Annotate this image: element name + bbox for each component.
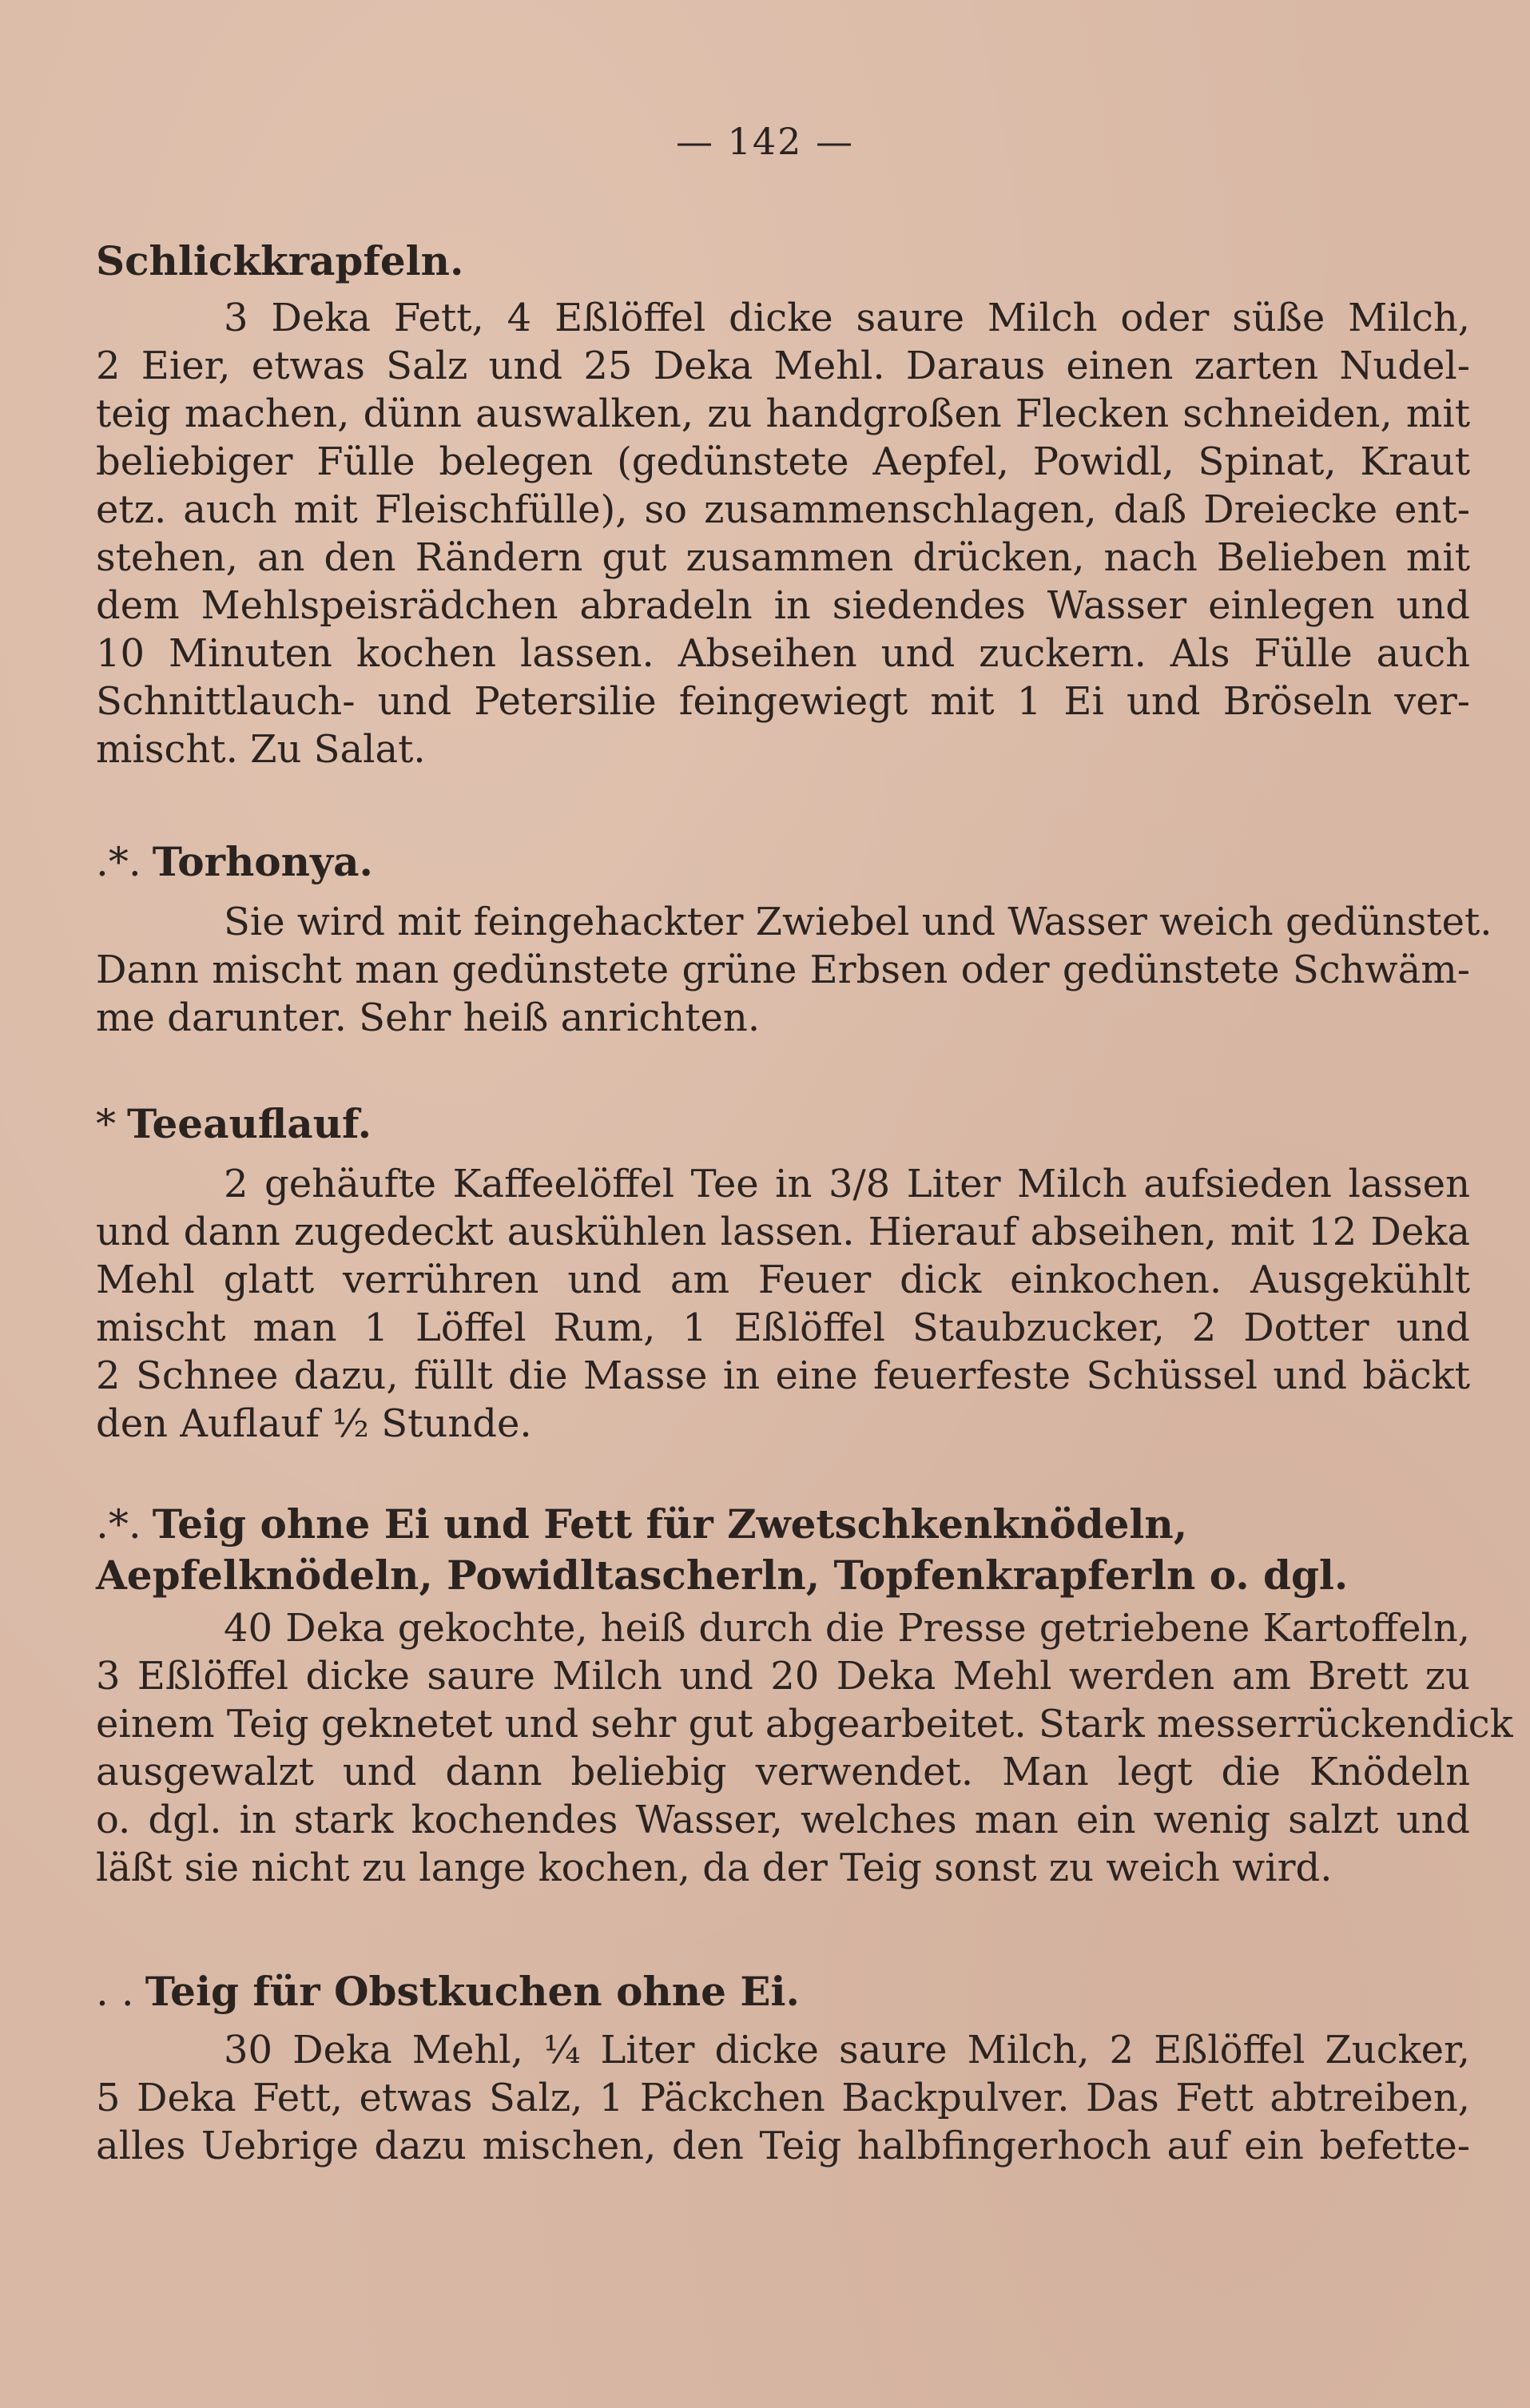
section-marker: .*.: [96, 839, 141, 885]
text-line: einem Teig geknetet und sehr gut abgearbeitet. Stark messerrückendick: [96, 1702, 1513, 1746]
recipe-body: [96, 294, 1470, 773]
text-line: me darunter. Sehr heiß anrichten.: [96, 995, 761, 1040]
section-marker: *: [96, 1101, 116, 1147]
text-line: 3 Deka Fett, 4 Eßlöffel dicke saure Milch oder süße Milch,: [224, 296, 1470, 340]
text-line: ausgewalzt und dann beliebig verwendet. Man legt die Knödeln: [96, 1750, 1470, 1794]
text-line: Dann mischt man gedünstete grüne Erbsen oder gedünstete Schwäm-: [96, 948, 1470, 992]
recipe-schlickkrapfeln: [96, 238, 1470, 773]
section-marker: . .: [96, 1969, 134, 2015]
text-line: Schnittlauch- und Petersilie feingewiegt mit 1 Ei und Bröseln ver-: [96, 679, 1470, 724]
text-line: teig machen, dünn auswalken, zu handgroßen Flecken schneiden, mit: [96, 391, 1470, 436]
text-line: 2 Schnee dazu, füllt die Masse in eine feuerfeste Schüssel und bäckt: [96, 1353, 1470, 1398]
text-line: etz. auch mit Fleischfülle), so zusammenschlagen, daß Dreiecke ent-: [96, 487, 1470, 532]
text-line: beliebiger Fülle belegen (gedünstete Aepfel, Powidl, Spinat, Kraut: [96, 439, 1470, 484]
recipe-body: [96, 898, 1492, 1042]
text-line: dem Mehlspeisrädchen abradeln in siedendes Wasser einlegen und: [96, 583, 1470, 628]
text-line: 40 Deka gekochte, heiß durch die Presse getriebene Kartoffeln,: [224, 1606, 1470, 1651]
recipe-teig-fuer-obstkuchen: [96, 1969, 1470, 2170]
text-line: Mehl glatt verrühren und am Feuer dick einkochen. Ausgekühlt: [96, 1258, 1470, 1302]
recipe-body: [96, 1604, 1513, 1892]
recipe-title: .*. Torhonya.: [96, 838, 373, 885]
text-line: stehen, an den Rändern gut zusammen drücken, nach Belieben mit: [96, 535, 1470, 580]
text-line: Sie wird mit feingehackter Zwiebel und Wasser weich gedünstet.: [224, 900, 1492, 944]
recipe-title: * Teeauflauf.: [96, 1100, 372, 1147]
text-line: alles Uebrige dazu mischen, den Teig halbfingerhoch auf ein befette-: [96, 2124, 1470, 2168]
recipe-body: [96, 2026, 1470, 2170]
recipe-teeauflauf: [96, 1101, 1470, 1448]
text-line: mischt man 1 Löffel Rum, 1 Eßlöffel Staubzucker, 2 Dotter und: [96, 1305, 1470, 1350]
text-line: 2 Eier, etwas Salz und 25 Deka Mehl. Daraus einen zarten Nudel-: [96, 344, 1470, 388]
text-line: 30 Deka Mehl, ¼ Liter dicke saure Milch, 2 Eßlöffel Zucker,: [224, 2028, 1470, 2072]
recipe-torhonya: [96, 838, 1492, 1042]
page-number: — 142 —: [675, 120, 855, 163]
text-line: 10 Minuten kochen lassen. Abseihen und zuckern. Als Fülle auch: [96, 631, 1470, 676]
recipe-title: .*. Teig ohne Ei und Fett für Zwetschkenknödeln, Aepfelknödeln, Powidltascherln, Topfenkrapferln o. dgl.: [96, 1500, 1349, 1599]
section-marker: .*.: [96, 1501, 141, 1548]
recipe-title: . . Teig für Obstkuchen ohne Ei.: [96, 1968, 800, 2015]
text-line: o. dgl. in stark kochendes Wasser, welches man ein wenig salzt und: [96, 1798, 1470, 1842]
text-line: den Auflauf ½ Stunde.: [96, 1401, 532, 1446]
recipe-title: Schlickkrapfeln.: [96, 237, 464, 284]
text-line: läßt sie nicht zu lange kochen, da der Teig sonst zu weich wird.: [96, 1846, 1333, 1890]
text-line: und dann zugedeckt auskühlen lassen. Hierauf abseihen, mit 12 Deka: [96, 1210, 1470, 1254]
text-line: mischt. Zu Salat.: [96, 727, 426, 772]
text-line: 5 Deka Fett, etwas Salz, 1 Päckchen Backpulver. Das Fett abtreiben,: [96, 2076, 1470, 2120]
text-line: 2 gehäufte Kaffeelöffel Tee in 3/8 Liter Milch aufsieden lassen: [224, 1162, 1470, 1206]
recipe-teig-ohne-ei-und-fett: [96, 1499, 1513, 1892]
recipe-body: [96, 1160, 1470, 1448]
text-line: 3 Eßlöffel dicke saure Milch und 20 Deka Mehl werden am Brett zu: [96, 1654, 1470, 1699]
